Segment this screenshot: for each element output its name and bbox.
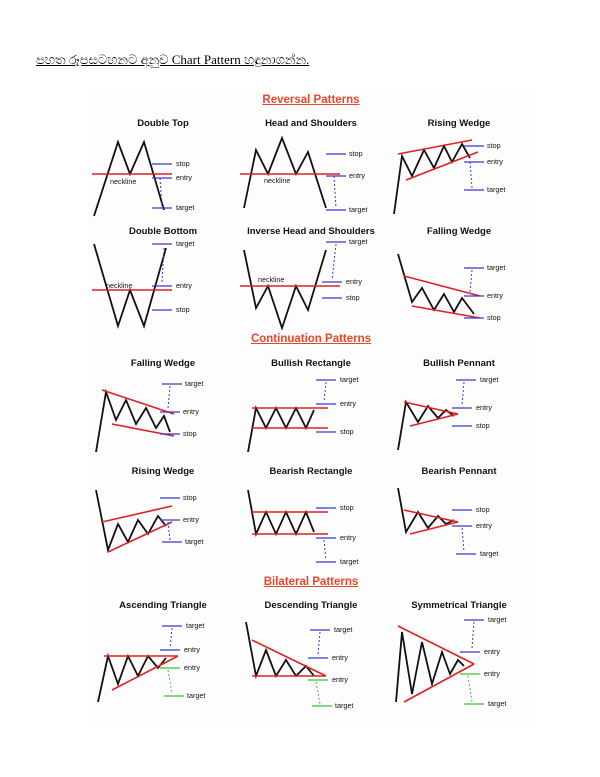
upside-target-label: target [334,625,353,634]
pattern-diagram [384,128,534,230]
target-label: target [487,263,506,272]
pattern-diagram [384,476,534,578]
target-projection [332,244,336,280]
entry-label: entry [346,277,362,286]
entry-label: entry [476,403,492,412]
section-title-continuation: Continuation Patterns [250,333,372,345]
target-projection [462,528,464,552]
pattern-inverse-head-and-shoulders [236,226,386,338]
pattern-symmetrical-triangle [384,600,534,712]
downside-target-label: target [335,701,354,710]
downside-target-projection [468,676,472,702]
target-label: target [349,237,368,246]
upside-entry-label: entry [484,647,500,656]
pattern-title: Bullish Pennant [423,358,495,369]
pattern-bullish-rectangle [236,358,386,470]
upper-trendline [398,626,474,664]
pattern-diagram [236,128,386,230]
entry-label: entry [176,281,192,290]
pattern-ascending-triangle [88,600,238,712]
target-label: target [185,379,204,388]
stop-label: stop [349,149,363,158]
target-projection [168,386,170,408]
upper-trendline [404,276,480,296]
neckline-label: neckline [110,177,137,186]
stop-label: stop [340,503,354,512]
target-projection [324,382,326,402]
entry-label: entry [476,521,492,530]
upside-entry-label: entry [184,645,200,654]
downside-target-label: target [187,691,206,700]
pattern-diagram [88,236,238,338]
stop-label: stop [176,305,190,314]
pattern-title: Falling Wedge [130,358,196,369]
stop-label: stop [176,159,190,168]
downside-target-projection [316,682,320,704]
pattern-title: Bearish Pennant [421,466,497,477]
pattern-diagram [88,610,238,712]
pattern-title: Head and Shoulders [265,118,357,129]
entry-label: entry [340,533,356,542]
neckline-label: neckline [264,176,291,185]
price-line [244,250,326,328]
upside-target-projection [170,628,172,648]
target-label: target [349,205,368,214]
stop-label: stop [487,141,501,150]
pattern-falling-wedge-continuation [88,358,238,470]
pattern-bullish-pennant [384,358,534,470]
target-projection [334,176,336,208]
upside-target-projection [472,622,474,648]
pattern-title: Rising Wedge [131,466,195,477]
pattern-title: Bearish Rectangle [269,466,353,477]
upside-target-label: target [488,615,507,624]
price-line [394,144,470,214]
pattern-title: Falling Wedge [426,226,492,237]
entry-label: entry [340,399,356,408]
target-label: target [176,203,195,212]
pattern-diagram [88,476,238,578]
pattern-diagram [88,128,238,230]
downside-entry-label: entry [184,663,200,672]
target-label: target [480,375,499,384]
upside-target-label: target [186,621,205,630]
price-line [246,622,314,676]
pattern-title: Rising Wedge [427,118,491,129]
price-line [244,138,326,208]
stop-label: stop [476,505,490,514]
pattern-diagram [236,368,386,470]
entry-label: entry [487,157,503,166]
target-projection [324,540,326,560]
stop-label: stop [476,421,490,430]
stop-label: stop [346,293,360,302]
entry-label: entry [487,291,503,300]
neckline-label: neckline [258,275,285,284]
pattern-diagram [384,236,534,338]
section-title-reversal: Reversal Patterns [262,94,360,106]
upside-target-projection [318,632,320,654]
pattern-head-and-shoulders [236,118,386,230]
pattern-double-bottom [88,226,238,338]
price-line [248,408,314,452]
document-title: පහත රූපසටහනට අනුව Chart Pattern හඳුනාගන්න. [36,52,310,67]
pattern-rising-wedge-reversal [384,118,534,230]
target-label: target [176,239,195,248]
pattern-diagram [236,236,386,338]
pattern-title: Inverse Head and Shoulders [247,226,375,237]
pattern-diagram [236,610,386,712]
pattern-diagram [236,476,386,578]
chart-patterns-sheet [88,92,534,722]
target-label: target [480,549,499,558]
price-line [398,402,454,450]
target-label: target [340,375,359,384]
pattern-title: Bullish Rectangle [271,358,351,369]
pattern-descending-triangle [236,600,386,712]
downside-target-label: target [488,699,507,708]
pattern-diagram [384,610,534,712]
entry-label: entry [176,173,192,182]
downside-entry-label: entry [484,669,500,678]
lower-trendline [410,522,458,534]
pattern-title: Ascending Triangle [119,600,207,611]
target-projection [162,248,164,282]
target-projection [462,382,464,406]
stop-label: stop [487,313,501,322]
pattern-falling-wedge-reversal [384,226,534,338]
pattern-rising-wedge-continuation [88,466,238,578]
target-projection [470,270,472,292]
target-projection [470,162,472,188]
pattern-double-top [88,118,238,230]
target-label: target [487,185,506,194]
pattern-title: Double Bottom [128,226,198,237]
target-label: target [185,537,204,546]
neckline-label: neckline [106,281,133,290]
stop-label: stop [183,429,197,438]
pattern-title: Descending Triangle [264,600,358,611]
downside-target-projection [168,670,172,694]
pattern-title: Double Top [137,118,189,129]
pattern-bearish-rectangle [236,466,386,578]
pattern-diagram [88,368,238,470]
stop-label: stop [340,427,354,436]
upside-entry-label: entry [332,653,348,662]
pattern-bearish-pennant [384,466,534,578]
pattern-diagram [384,368,534,470]
target-label: target [340,557,359,566]
entry-label: entry [183,407,199,416]
pattern-title: Symmetrical Triangle [411,600,507,611]
stop-label: stop [183,493,197,502]
target-projection [168,522,170,540]
section-title-bilateral: Bilateral Patterns [263,576,359,588]
entry-label: entry [349,171,365,180]
entry-label: entry [183,515,199,524]
downside-entry-label: entry [332,675,348,684]
